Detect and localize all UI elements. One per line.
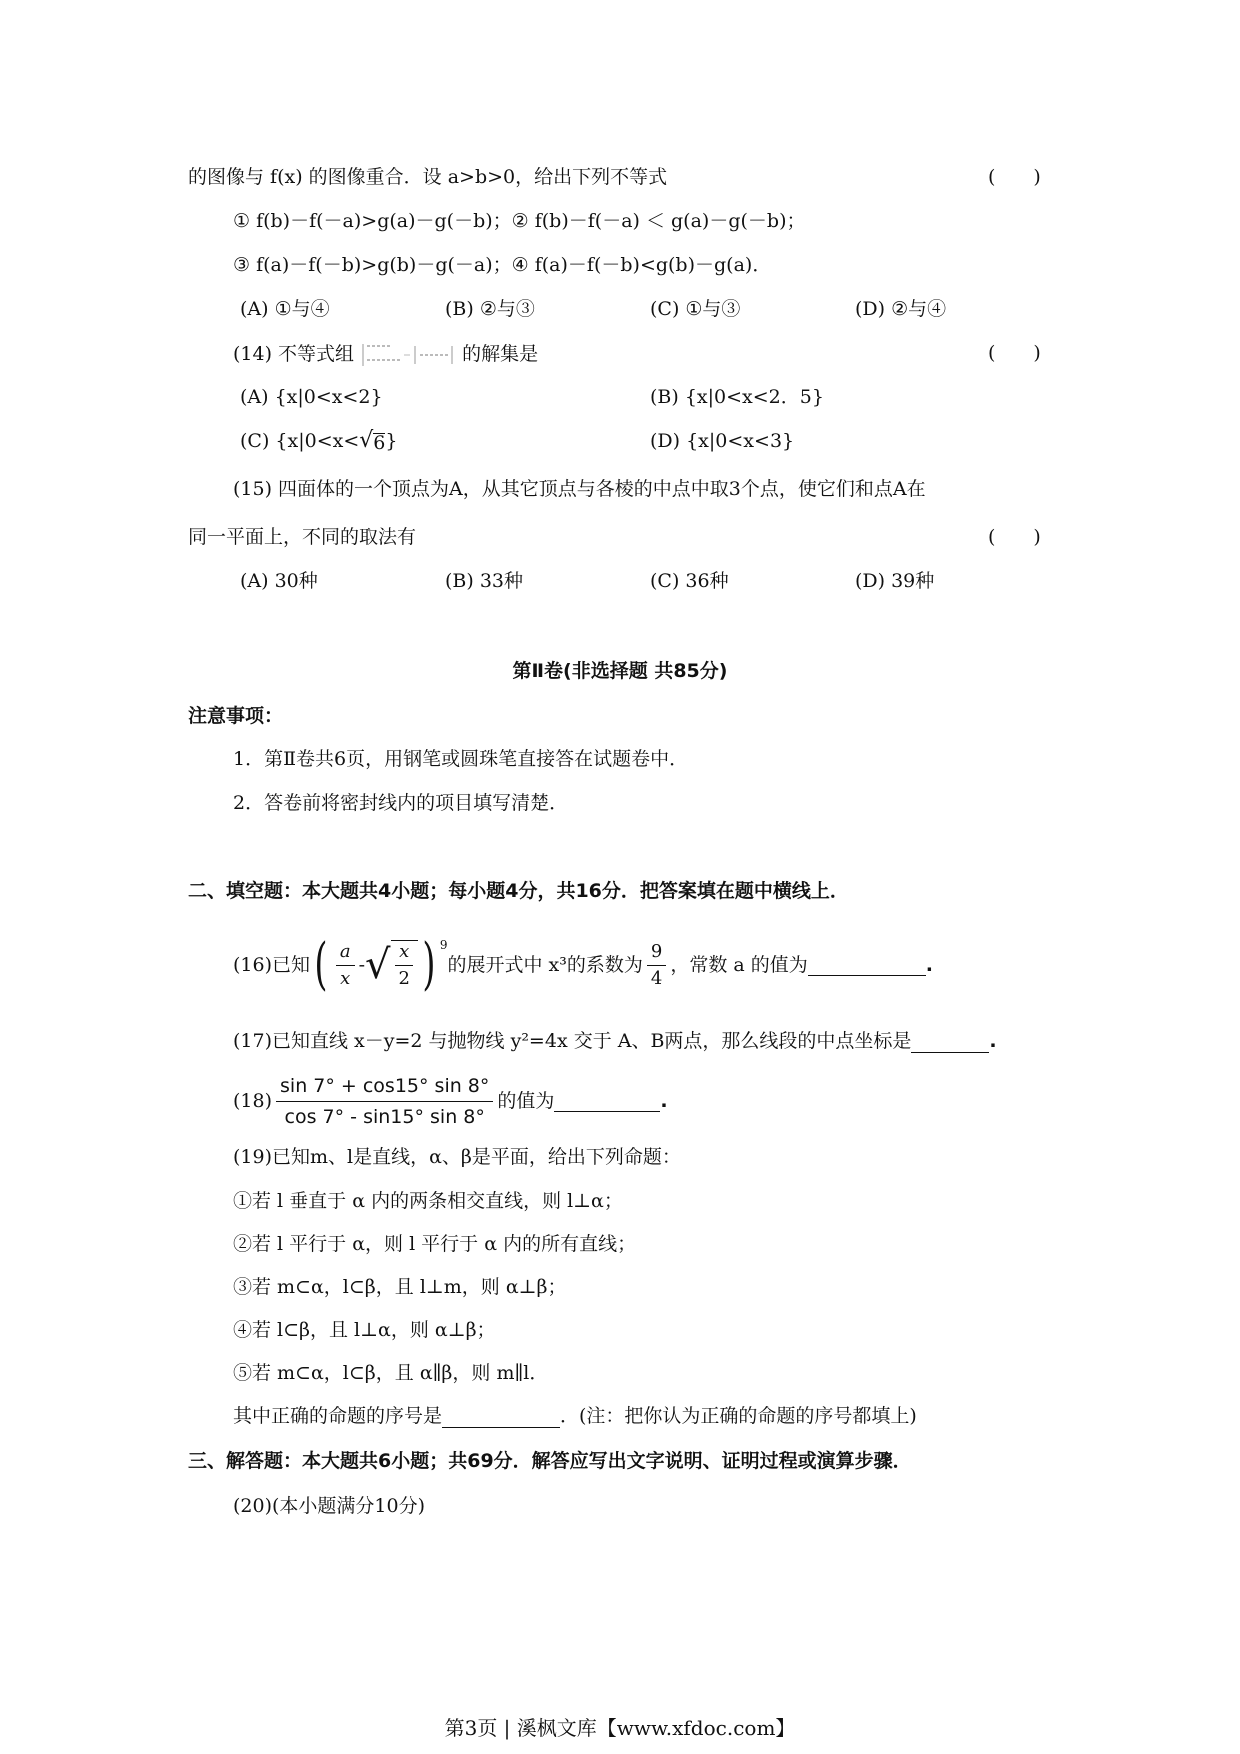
q16-answer-blank[interactable] — [808, 955, 926, 976]
q13-option-a: (A) ①与④ — [240, 298, 330, 320]
fraction-denominator: cos 7° - sin15° sin 8° — [284, 1105, 485, 1128]
sqrt-6-radicand: 6 — [373, 432, 386, 454]
radical-sign: √ — [365, 942, 391, 988]
q19-item-2: ②若 l 平行于 α，则 l 平行于 α 内的所有直线； — [233, 1233, 637, 1255]
fraction-numerator: x — [395, 941, 413, 966]
q20-heading: (20)(本小题满分10分) — [233, 1495, 426, 1517]
notice-heading: 注意事项： — [188, 705, 284, 727]
q13-continuation: 的图像与 f(x) 的图像重合．设 a>b>0，给出下列不等式 — [188, 166, 668, 188]
q18-post: 的值为 — [497, 1090, 555, 1112]
q19-item-4: ④若 l⊂β，且 l⊥α，则 α⊥β； — [233, 1319, 496, 1341]
q19-answer-blank[interactable] — [442, 1407, 560, 1428]
q18-period: . — [660, 1090, 668, 1112]
q14-stem — [233, 341, 538, 369]
notice-item-2: 2．答卷前将密封线内的项目填写清楚． — [233, 792, 569, 814]
minus-sign: - — [358, 954, 366, 976]
q19-answer-line — [233, 1404, 917, 1428]
sqrt-6 — [359, 430, 385, 452]
fraction-denominator: 2 — [398, 968, 410, 989]
q14-option-a: (A) {x|0<x<2} — [240, 386, 383, 408]
q19-answer-post: ．(注：把你认为正确的命题的序号都填上) — [560, 1405, 917, 1427]
q15-line-2: 同一平面上，不同的取法有 — [188, 526, 417, 548]
q17-text: (17)已知直线 x－y=2 与抛物线 y²=4x 交于 A、B两点，那么线段的中点坐标是 — [233, 1030, 912, 1052]
q18-answer-blank[interactable] — [554, 1091, 660, 1112]
fraction-numerator: 9 — [647, 941, 666, 966]
q14-answer-paren: ( ) — [988, 342, 1041, 364]
notice-item-1: 1．第Ⅱ卷共6页，用钢笔或圆珠笔直接答在试题卷中． — [233, 748, 689, 770]
right-paren: ) — [422, 932, 436, 997]
q16-period: . — [925, 954, 933, 976]
q19-answer-pre: 其中正确的命题的序号是 — [233, 1405, 443, 1427]
q19-item-5: ⑤若 m⊂α，l⊂β，且 α∥β，则 m∥l． — [233, 1362, 549, 1384]
q13-answer-paren: ( ) — [988, 166, 1041, 188]
sqrt-x-over-2 — [365, 940, 418, 990]
fraction-x-over-2 — [395, 941, 414, 990]
q13-inequalities-1-2: ① f(b)－f(－a)>g(a)－g(－b)；② f(b)－f(－a) ＜ g(a)－g(－b)； — [233, 210, 806, 232]
q15-answer-paren: ( ) — [988, 526, 1041, 548]
q14-option-c — [240, 429, 397, 453]
q15-option-b: (B) 33种 — [445, 570, 524, 592]
q15-option-d: (D) 39种 — [855, 570, 935, 592]
fraction-denominator: x — [340, 967, 351, 989]
q16-post: ，常数 a 的值为 — [670, 954, 808, 976]
radical-sign: √ — [359, 428, 374, 453]
fraction-numerator: sin 7° + cos15° sin 8° — [276, 1073, 493, 1102]
q16-mid: 的展开式中 x³的系数为 — [447, 954, 643, 976]
q13-inequalities-3-4: ③ f(a)－f(－b)>g(b)－g(－a)；④ f(a)－f(－b)<g(b)－g(a)． — [233, 254, 772, 276]
q14-option-d: (D) {x|0<x<3} — [650, 430, 795, 452]
q14-option-c-post: } — [385, 430, 398, 452]
q18 — [233, 1068, 668, 1134]
q14-stem-post: 的解集是 — [462, 343, 539, 365]
fraction-denominator: 4 — [650, 967, 663, 989]
inequality-system-image — [360, 341, 456, 369]
page-footer: 第3页 | 溪枫文库【www.xfdoc.com】 — [444, 1716, 796, 1740]
q15-line-1: (15) 四面体的一个顶点为A，从其它顶点与各棱的中点中取3个点，使它们和点A在 — [233, 478, 926, 500]
sqrt-radicand — [391, 940, 418, 990]
q13-option-b: (B) ②与③ — [445, 298, 535, 320]
q19-stem: (19)已知m、l是直线，α、β是平面，给出下列命题： — [233, 1146, 681, 1168]
q16 — [233, 925, 933, 1005]
q15-option-c: (C) 36种 — [650, 570, 729, 592]
q14-option-b: (B) {x|0<x<2．5} — [650, 386, 824, 408]
section-ii-title: 第Ⅱ卷(非选择题 共85分) — [512, 660, 728, 682]
q19-item-3: ③若 m⊂α，l⊂β，且 l⊥m，则 α⊥β； — [233, 1276, 567, 1298]
q16-pre: (16)已知 — [233, 954, 311, 976]
q13-option-c: (C) ①与③ — [650, 298, 741, 320]
q14-stem-pre: (14) 不等式组 — [233, 343, 355, 365]
q15-option-a: (A) 30种 — [240, 570, 318, 592]
q14-option-c-pre: (C) {x|0<x< — [240, 430, 360, 452]
fraction-a-over-x — [336, 941, 355, 990]
q17-answer-blank[interactable] — [911, 1032, 989, 1053]
fill-section-heading: 二、填空题：本大题共4小题；每小题4分，共16分．把答案填在题中横线上． — [188, 880, 849, 902]
trig-fraction — [276, 1073, 493, 1130]
solve-section-heading: 三、解答题：本大题共6小题；共69分．解答应写出文字说明、证明过程或演算步骤． — [188, 1450, 912, 1472]
q17-period: . — [989, 1030, 997, 1052]
fraction-9-over-4 — [647, 941, 666, 990]
fraction-numerator: a — [336, 941, 355, 966]
q13-option-d: (D) ②与④ — [855, 298, 947, 320]
q17 — [233, 1029, 997, 1053]
exponent: 9 — [439, 938, 448, 952]
q18-pre: (18) — [233, 1090, 273, 1112]
q19-item-1: ①若 l 垂直于 α 内的两条相交直线，则 l⊥α； — [233, 1190, 623, 1212]
left-paren: ( — [314, 932, 328, 997]
